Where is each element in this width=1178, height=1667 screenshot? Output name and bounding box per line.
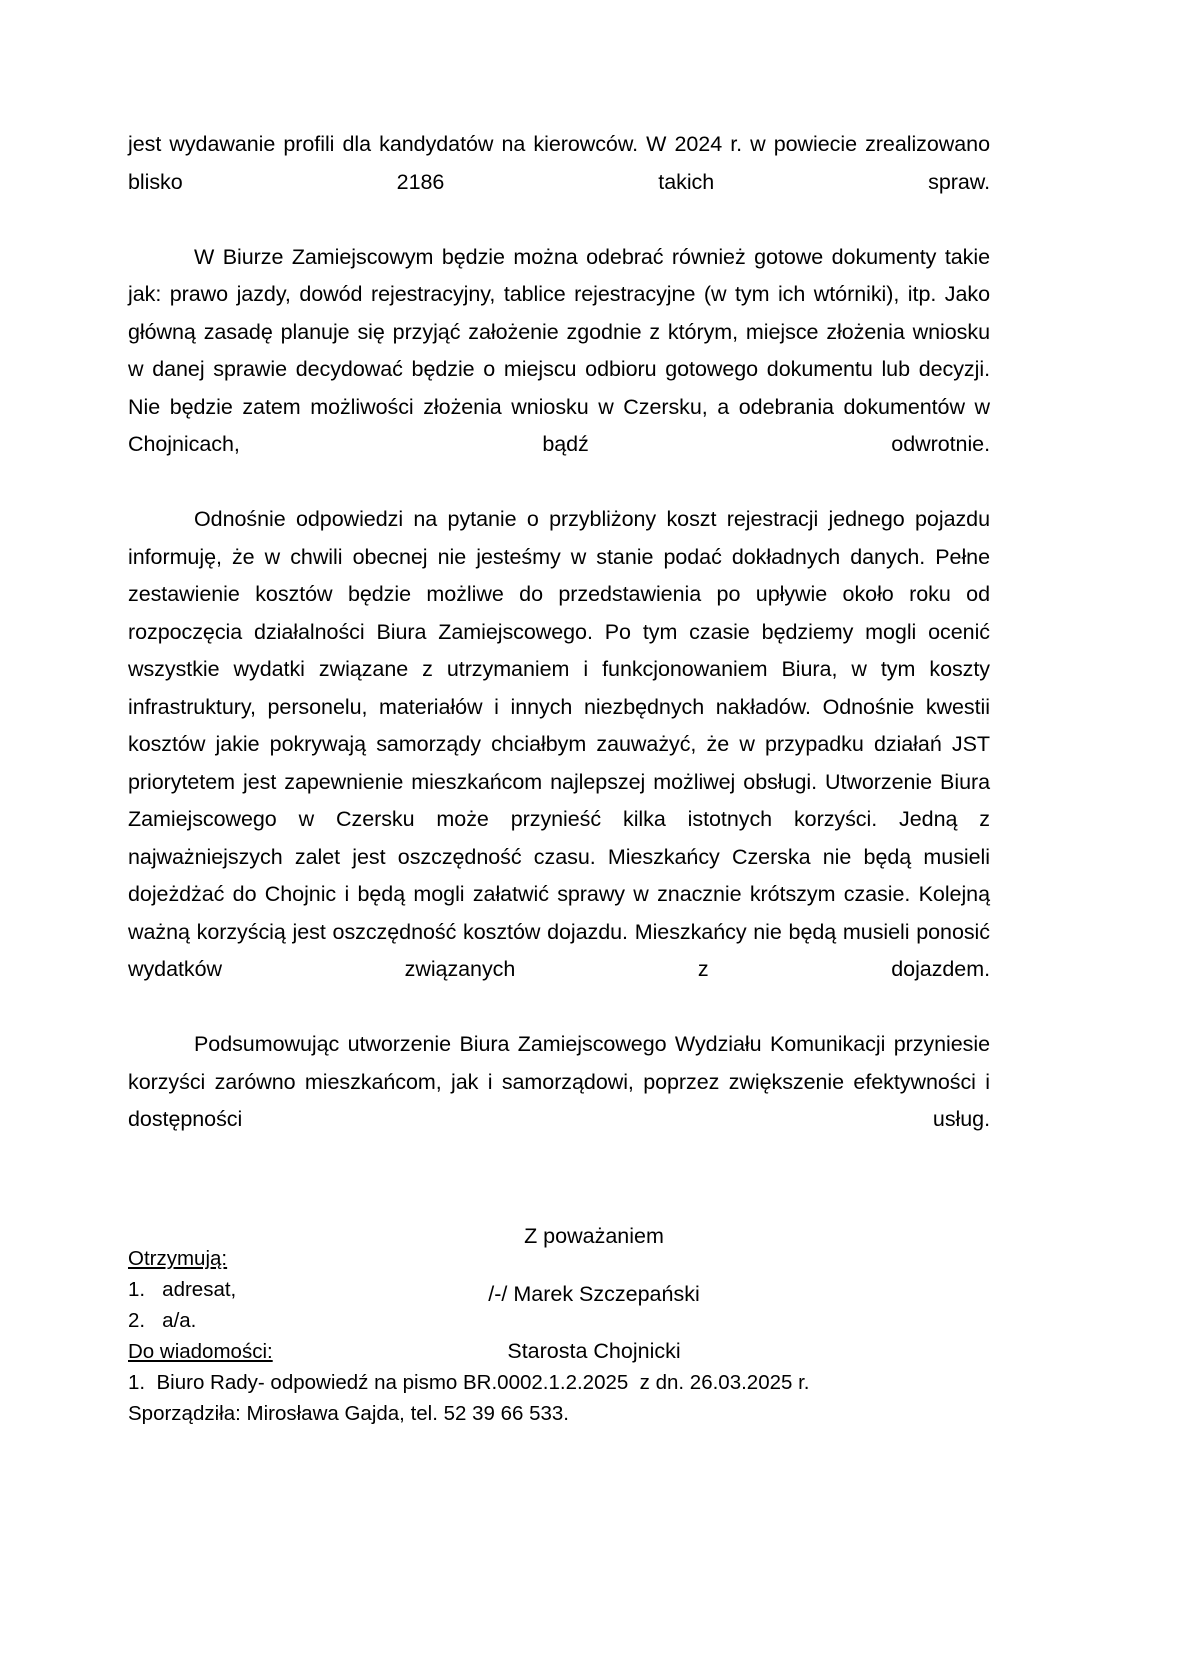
signature-closing: Z poważaniem — [524, 1224, 664, 1248]
recipient-item-2: 2. a/a. — [128, 1309, 197, 1332]
signature-name: /-/ Marek Szczepański — [488, 1281, 700, 1306]
paragraph-4: Podsumowując utworzenie Biura Zamiejscowego Wydziału Komunikacji przyniesie korzyści zarówno mieszkańcom, jak i samorządowi, poprzez zwiększenie efektywności i dostępności usług. — [128, 1032, 990, 1131]
recipients-heading: Otrzymują: — [128, 1247, 228, 1270]
letter-body — [128, 126, 990, 1371]
body-text-container — [128, 126, 990, 1176]
recipient-item-1: 1. adresat, — [128, 1278, 237, 1301]
cc-heading: Do wiadomości: — [128, 1340, 273, 1363]
paragraph-3: Odnośnie odpowiedzi na pytanie o przybliżony koszt rejestracji jednego pojazdu informuję, że w chwili obecnej nie jesteśmy w stanie podać dokładnych danych. Pełne zestawienie kosztów będzie możliwe do przedstawienia po upływie około roku od rozpoczęcia działalności Biura Zamiejscowego. Po tym czasie będziemy mogli ocenić wszystkie wydatki związane z utrzymaniem i funkcjonowaniem Biura, w tym koszty infrastruktury, personelu, materiałów i innych niezbędnych nakładów. Odnośnie kwestii kosztów jakie pokrywają samorządy chciałbym zauważyć, że w przypadku działań JST priorytetem jest zapewnienie mieszkańcom najlepszej możliwej obsługi. Utworzenie Biura Zamiejscowego w Czersku może przynieść kilka istotnych korzyści. Jedną z najważniejszych zalet jest oszczędność czasu. Mieszkańcy Czerska nie będą musieli dojeżdżać do Chojnic i będą mogli załatwić sprawy w znacznie krótszym czasie. Kolejną ważną korzyścią jest oszczędność kosztów dojazdu. Mieszkańcy nie będą musieli ponosić wydatków związanych z dojazdem. — [128, 507, 990, 981]
paragraph-1: jest wydawanie profili dla kandydatów na kierowców. W 2024 r. w powiecie zrealizowano blisko 2186 takich spraw. — [128, 132, 990, 194]
distribution-footer — [128, 1243, 990, 1429]
signature-title: Starosta Chojnicki — [507, 1339, 681, 1363]
paragraph-2: W Biurze Zamiejscowym będzie można odebrać również gotowe dokumenty takie jak: prawo jazdy, dowód rejestracyjny, tablice rejestracyjne (w tym ich wtórniki), itp. Jako główną zasadę planuje się przyjąć założenie zgodnie z którym, miejsce złożenia wniosku w danej sprawie decydować będzie o miejscu odbioru gotowego dokumentu lub decyzji. Nie będzie zatem możliwości złożenia wniosku w Czersku, a odebrania dokumentów w Chojnicach, bądź odwrotnie. — [128, 244, 990, 456]
cc-item-1: 1. Biuro Rady- odpowiedź na pismo BR.0002.1.2.2025 z dn. 26.03.2025 r. — [128, 1371, 810, 1394]
prepared-by-line: Sporządziła: Mirosława Gajda, tel. 52 39 66 533. — [128, 1402, 570, 1425]
